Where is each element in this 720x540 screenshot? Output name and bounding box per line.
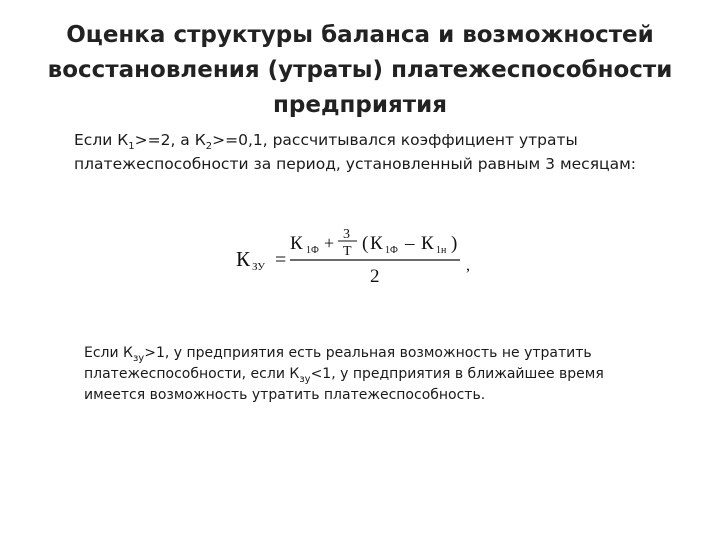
conclusion-line-3: имеется возможность утратить платежеспособность.	[84, 387, 486, 403]
formula-close-paren: )	[451, 233, 458, 254]
k1-subscript: 1	[128, 141, 135, 152]
formula-denominator: 2	[370, 266, 380, 287]
intro-part-3: >=0,1, рассчитывался коэффициент утраты	[212, 131, 578, 149]
formula-svg	[232, 222, 492, 292]
slide-title	[40, 18, 680, 123]
formula-open-paren: (	[362, 233, 369, 254]
formula-lhs-sub: ЗУ	[252, 261, 266, 273]
conclusion-line-2	[84, 364, 684, 385]
conclusion-line-1	[84, 343, 684, 364]
title-line-3: предприятия	[273, 92, 447, 118]
title-line-2: восстановления (утраты) платежеспособности	[47, 57, 673, 83]
formula-k-a: К	[370, 233, 383, 254]
formula-k-main: К	[290, 233, 303, 254]
formula-k-main-sub: 1Ф	[306, 245, 319, 256]
k2-subscript: 2	[205, 141, 213, 152]
intro-paragraph	[74, 128, 694, 176]
formula-frac-den: Т	[343, 244, 352, 259]
conclusion-p2: >1, у предприятия есть реальная возможность не утратить	[144, 345, 592, 361]
conclusion-p1: Если К	[84, 345, 133, 361]
formula-k-b: К	[421, 233, 434, 254]
kzu-subscript-2: зу	[299, 374, 311, 385]
title-line-1: Оценка структуры баланса и возможностей	[66, 22, 654, 48]
conclusion-p4: <1, у предприятия в ближайшее время	[310, 366, 604, 382]
conclusion-paragraph	[84, 343, 684, 406]
formula-comma: ,	[466, 257, 470, 274]
conclusion-p3: платежеспособности, если К	[84, 366, 300, 382]
formula-equals: =	[275, 249, 287, 271]
intro-prefix: Если К	[74, 131, 129, 149]
formula-plus: +	[324, 233, 335, 253]
intro-part-2: >=2, а К	[134, 131, 206, 149]
formula-k-a-sub: 1Ф	[385, 245, 398, 256]
formula-minus: –	[405, 233, 415, 254]
intro-line-1	[74, 128, 694, 152]
formula-k-b-sub: 1н	[436, 245, 447, 256]
formula-lhs: К	[236, 247, 251, 271]
formula	[232, 222, 492, 292]
formula-frac-num: 3	[343, 227, 350, 242]
kzu-subscript-1: зу	[132, 353, 145, 364]
intro-line-2: платежеспособности за период, установленный равным 3 месяцам:	[74, 155, 636, 173]
